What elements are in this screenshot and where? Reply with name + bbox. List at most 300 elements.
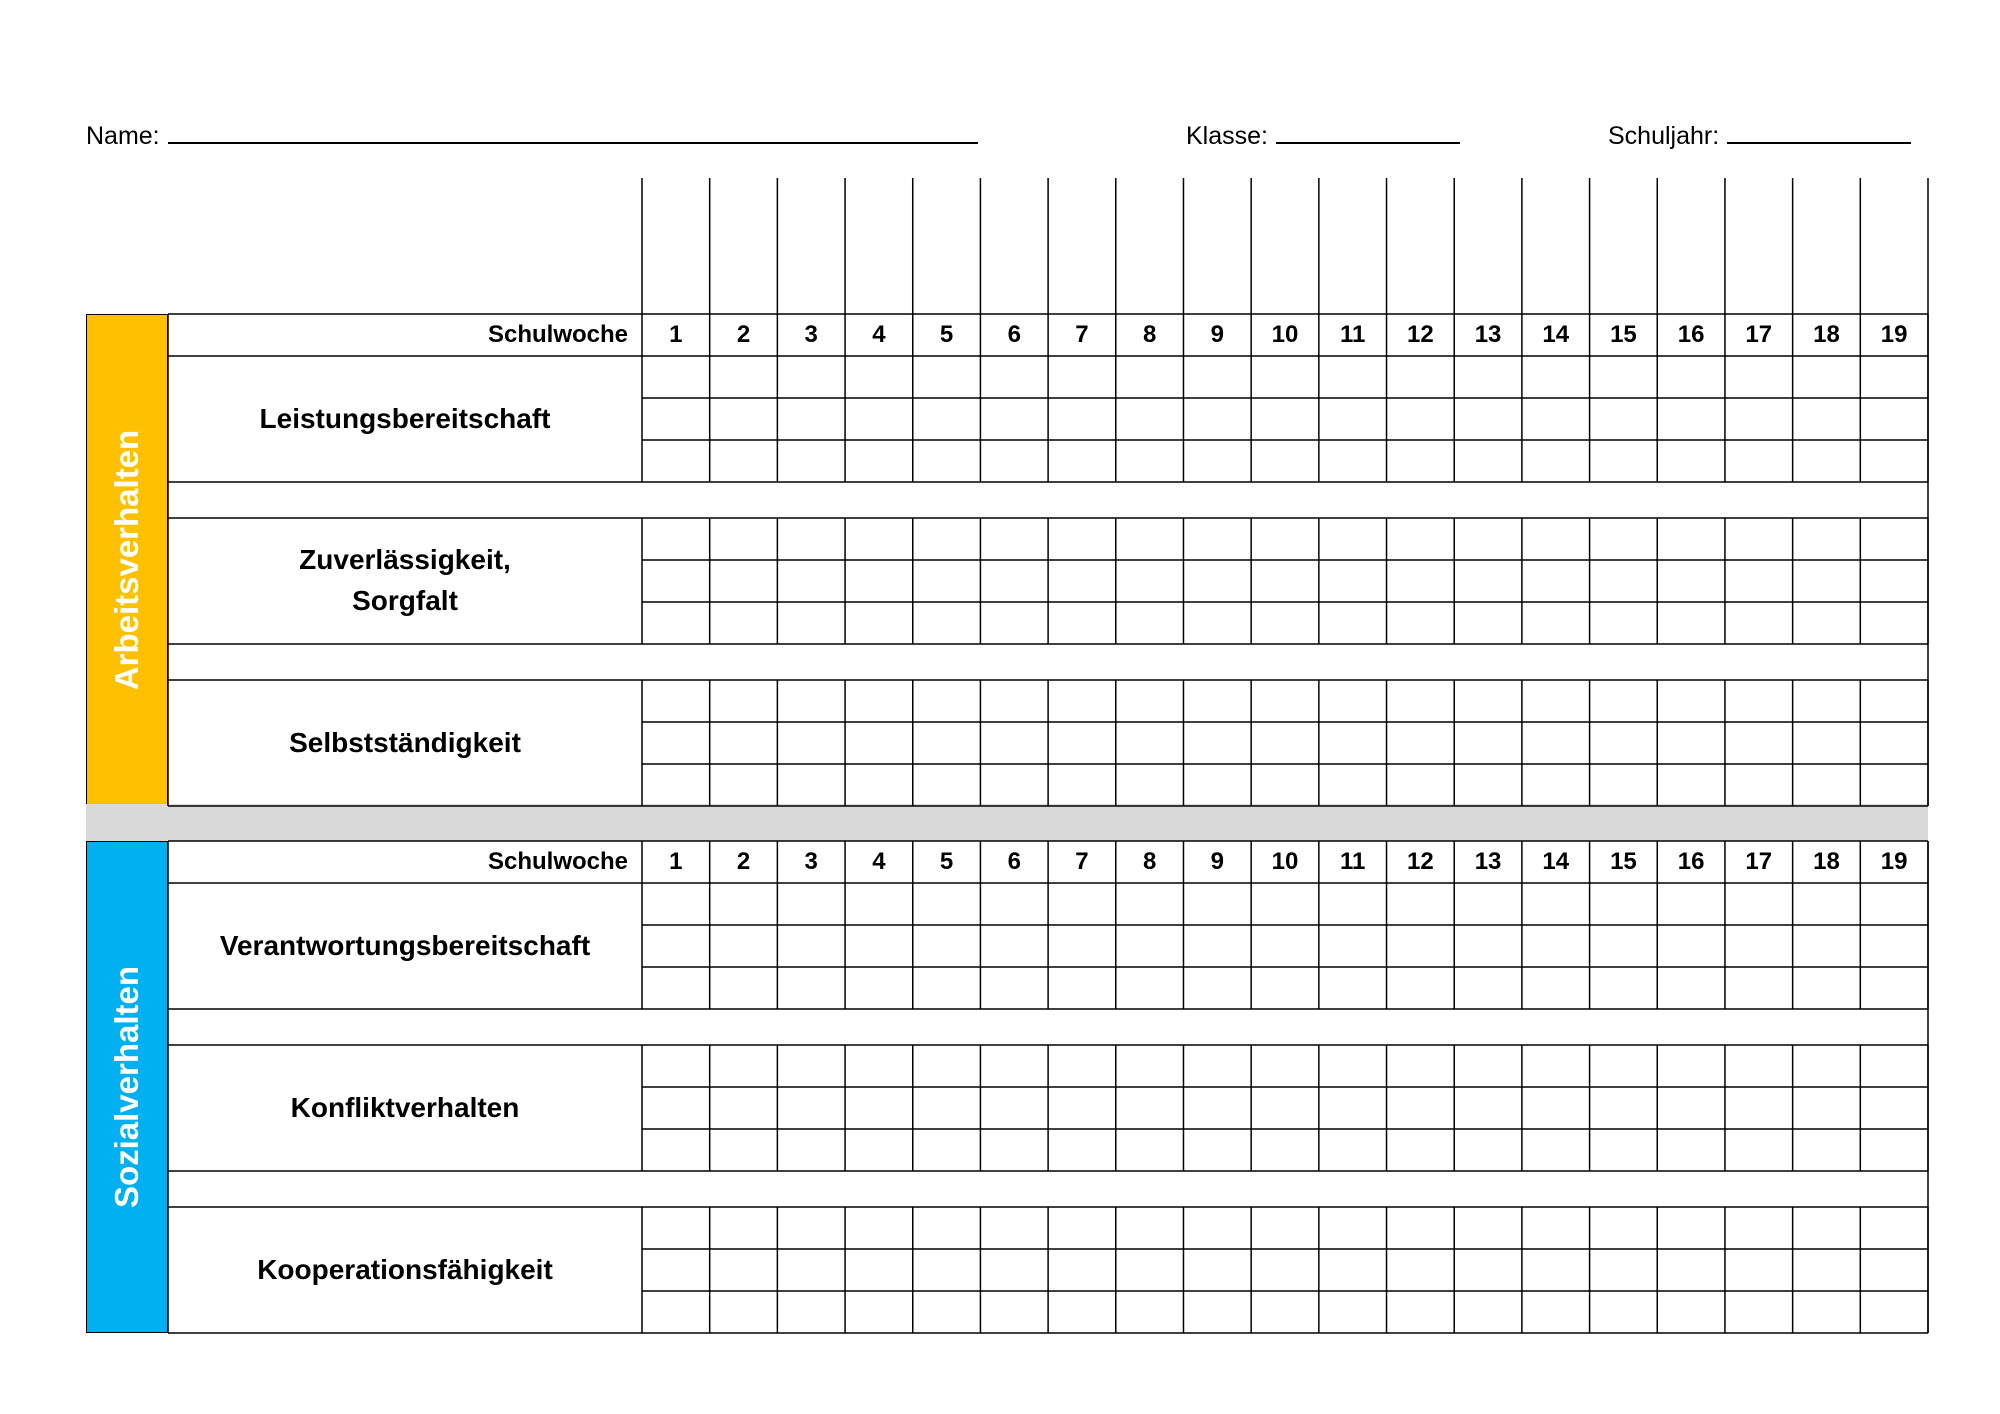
rating-cell[interactable] — [710, 967, 778, 1009]
rating-cell[interactable] — [913, 764, 981, 806]
rating-cell[interactable] — [642, 1087, 710, 1129]
rating-cell[interactable] — [1183, 518, 1251, 560]
rating-cell[interactable] — [980, 1045, 1048, 1087]
rating-cell[interactable] — [1590, 722, 1658, 764]
rating-cell[interactable] — [1048, 680, 1116, 722]
rating-cell[interactable] — [1048, 764, 1116, 806]
rating-cell[interactable] — [913, 1045, 981, 1087]
rating-cell[interactable] — [1251, 440, 1319, 482]
rating-cell[interactable] — [1860, 967, 1928, 1009]
rating-cell[interactable] — [1522, 722, 1590, 764]
rating-cell[interactable] — [1522, 398, 1590, 440]
rating-cell[interactable] — [1319, 518, 1387, 560]
rating-cell[interactable] — [1183, 1249, 1251, 1291]
rating-cell[interactable] — [1454, 1087, 1522, 1129]
rating-cell[interactable] — [980, 925, 1048, 967]
rating-cell[interactable] — [1251, 1087, 1319, 1129]
rating-cell[interactable] — [1860, 1249, 1928, 1291]
rating-cell[interactable] — [1657, 560, 1725, 602]
rating-cell[interactable] — [1590, 518, 1658, 560]
rating-cell[interactable] — [1657, 967, 1725, 1009]
klasse-field[interactable] — [1186, 118, 1460, 151]
rating-cell[interactable] — [1522, 440, 1590, 482]
rating-cell[interactable] — [642, 764, 710, 806]
rating-cell[interactable] — [642, 1207, 710, 1249]
name-blank-line[interactable] — [168, 118, 978, 144]
rating-cell[interactable] — [1522, 356, 1590, 398]
rating-cell[interactable] — [1116, 1129, 1184, 1171]
rating-cell[interactable] — [1590, 1129, 1658, 1171]
rating-cell[interactable] — [710, 356, 778, 398]
rating-cell[interactable] — [1522, 1045, 1590, 1087]
rating-cell[interactable] — [1319, 925, 1387, 967]
rating-cell[interactable] — [845, 398, 913, 440]
rating-cell[interactable] — [1860, 1087, 1928, 1129]
rating-cell[interactable] — [1387, 1291, 1455, 1333]
rating-cell[interactable] — [642, 680, 710, 722]
rating-cell[interactable] — [1251, 883, 1319, 925]
rating-cell[interactable] — [1793, 1129, 1861, 1171]
rating-cell[interactable] — [913, 722, 981, 764]
rating-cell[interactable] — [1387, 518, 1455, 560]
rating-cell[interactable] — [1183, 602, 1251, 644]
rating-cell[interactable] — [980, 560, 1048, 602]
rating-cell[interactable] — [1657, 602, 1725, 644]
rating-cell[interactable] — [1319, 398, 1387, 440]
rating-cell[interactable] — [1590, 1045, 1658, 1087]
rating-cell[interactable] — [1319, 967, 1387, 1009]
rating-cell[interactable] — [845, 680, 913, 722]
rating-cell[interactable] — [710, 680, 778, 722]
rating-cell[interactable] — [845, 764, 913, 806]
rating-cell[interactable] — [1522, 1249, 1590, 1291]
rating-cell[interactable] — [1725, 764, 1793, 806]
rating-cell[interactable] — [1522, 518, 1590, 560]
rating-cell[interactable] — [1183, 722, 1251, 764]
rating-cell[interactable] — [1048, 1207, 1116, 1249]
rating-cell[interactable] — [1387, 883, 1455, 925]
rating-cell[interactable] — [1590, 1087, 1658, 1129]
rating-cell[interactable] — [710, 1045, 778, 1087]
rating-cell[interactable] — [1116, 1249, 1184, 1291]
rating-cell[interactable] — [710, 440, 778, 482]
rating-cell[interactable] — [1793, 518, 1861, 560]
rating-cell[interactable] — [1590, 440, 1658, 482]
rating-cell[interactable] — [1183, 680, 1251, 722]
rating-cell[interactable] — [913, 967, 981, 1009]
rating-cell[interactable] — [1116, 356, 1184, 398]
rating-cell[interactable] — [1251, 680, 1319, 722]
rating-cell[interactable] — [1522, 1291, 1590, 1333]
rating-cell[interactable] — [1522, 1207, 1590, 1249]
rating-cell[interactable] — [980, 1207, 1048, 1249]
rating-cell[interactable] — [1793, 883, 1861, 925]
rating-cell[interactable] — [642, 1129, 710, 1171]
rating-cell[interactable] — [1387, 398, 1455, 440]
rating-cell[interactable] — [642, 967, 710, 1009]
rating-cell[interactable] — [1793, 1087, 1861, 1129]
rating-cell[interactable] — [845, 1207, 913, 1249]
rating-cell[interactable] — [1793, 1291, 1861, 1333]
rating-cell[interactable] — [1725, 1087, 1793, 1129]
rating-cell[interactable] — [1860, 925, 1928, 967]
rating-cell[interactable] — [710, 1207, 778, 1249]
rating-cell[interactable] — [1657, 1249, 1725, 1291]
rating-cell[interactable] — [1319, 1207, 1387, 1249]
rating-cell[interactable] — [1522, 602, 1590, 644]
rating-cell[interactable] — [710, 1249, 778, 1291]
rating-cell[interactable] — [1183, 764, 1251, 806]
rating-cell[interactable] — [1590, 925, 1658, 967]
rating-cell[interactable] — [1793, 1207, 1861, 1249]
rating-cell[interactable] — [980, 967, 1048, 1009]
rating-cell[interactable] — [913, 1207, 981, 1249]
rating-cell[interactable] — [1860, 602, 1928, 644]
rating-cell[interactable] — [1657, 1207, 1725, 1249]
rating-cell[interactable] — [710, 1087, 778, 1129]
rating-cell[interactable] — [1725, 398, 1793, 440]
rating-cell[interactable] — [777, 1045, 845, 1087]
rating-cell[interactable] — [1860, 764, 1928, 806]
name-field[interactable] — [86, 118, 978, 151]
rating-cell[interactable] — [1048, 722, 1116, 764]
rating-cell[interactable] — [1454, 967, 1522, 1009]
rating-cell[interactable] — [1183, 1087, 1251, 1129]
rating-cell[interactable] — [1251, 1045, 1319, 1087]
rating-cell[interactable] — [1454, 1045, 1522, 1087]
rating-cell[interactable] — [1319, 680, 1387, 722]
rating-cell[interactable] — [1387, 440, 1455, 482]
schuljahr-blank-line[interactable] — [1727, 118, 1911, 144]
rating-cell[interactable] — [1454, 680, 1522, 722]
rating-cell[interactable] — [1048, 967, 1116, 1009]
rating-cell[interactable] — [1657, 1045, 1725, 1087]
rating-cell[interactable] — [1793, 440, 1861, 482]
schuljahr-field[interactable] — [1608, 118, 1911, 151]
rating-cell[interactable] — [1183, 356, 1251, 398]
rating-cell[interactable] — [1319, 1129, 1387, 1171]
rating-cell[interactable] — [1454, 440, 1522, 482]
rating-cell[interactable] — [1793, 1249, 1861, 1291]
rating-cell[interactable] — [642, 883, 710, 925]
rating-cell[interactable] — [1725, 518, 1793, 560]
rating-cell[interactable] — [1116, 1291, 1184, 1333]
rating-cell[interactable] — [845, 602, 913, 644]
rating-cell[interactable] — [1251, 1291, 1319, 1333]
rating-cell[interactable] — [980, 722, 1048, 764]
rating-cell[interactable] — [1251, 602, 1319, 644]
rating-cell[interactable] — [1454, 1249, 1522, 1291]
rating-cell[interactable] — [913, 1129, 981, 1171]
rating-cell[interactable] — [1522, 560, 1590, 602]
rating-cell[interactable] — [845, 883, 913, 925]
rating-cell[interactable] — [710, 764, 778, 806]
rating-cell[interactable] — [1657, 518, 1725, 560]
rating-cell[interactable] — [1116, 764, 1184, 806]
rating-cell[interactable] — [1251, 518, 1319, 560]
rating-cell[interactable] — [1860, 1207, 1928, 1249]
rating-cell[interactable] — [642, 356, 710, 398]
rating-cell[interactable] — [1319, 602, 1387, 644]
rating-cell[interactable] — [777, 602, 845, 644]
rating-cell[interactable] — [1657, 1087, 1725, 1129]
rating-cell[interactable] — [1387, 1045, 1455, 1087]
rating-cell[interactable] — [1793, 722, 1861, 764]
rating-cell[interactable] — [1725, 1207, 1793, 1249]
rating-cell[interactable] — [1860, 1291, 1928, 1333]
rating-cell[interactable] — [1183, 1207, 1251, 1249]
rating-cell[interactable] — [980, 1291, 1048, 1333]
rating-cell[interactable] — [1793, 356, 1861, 398]
rating-cell[interactable] — [1590, 560, 1658, 602]
rating-cell[interactable] — [710, 560, 778, 602]
rating-cell[interactable] — [1116, 925, 1184, 967]
rating-cell[interactable] — [1657, 440, 1725, 482]
rating-cell[interactable] — [777, 925, 845, 967]
rating-cell[interactable] — [1590, 602, 1658, 644]
rating-cell[interactable] — [1590, 967, 1658, 1009]
rating-cell[interactable] — [777, 680, 845, 722]
rating-cell[interactable] — [1048, 440, 1116, 482]
rating-cell[interactable] — [777, 1291, 845, 1333]
rating-cell[interactable] — [1590, 764, 1658, 806]
rating-cell[interactable] — [1454, 764, 1522, 806]
rating-cell[interactable] — [1251, 560, 1319, 602]
rating-cell[interactable] — [1183, 967, 1251, 1009]
rating-cell[interactable] — [1387, 1249, 1455, 1291]
rating-cell[interactable] — [980, 1087, 1048, 1129]
rating-cell[interactable] — [642, 560, 710, 602]
rating-cell[interactable] — [913, 560, 981, 602]
rating-cell[interactable] — [1116, 560, 1184, 602]
rating-cell[interactable] — [1183, 1129, 1251, 1171]
rating-cell[interactable] — [1387, 925, 1455, 967]
rating-cell[interactable] — [913, 680, 981, 722]
rating-cell[interactable] — [1793, 602, 1861, 644]
rating-cell[interactable] — [710, 1291, 778, 1333]
rating-cell[interactable] — [845, 560, 913, 602]
rating-cell[interactable] — [1725, 1129, 1793, 1171]
rating-cell[interactable] — [1590, 1207, 1658, 1249]
rating-cell[interactable] — [1319, 1045, 1387, 1087]
rating-cell[interactable] — [1725, 1045, 1793, 1087]
rating-cell[interactable] — [1387, 722, 1455, 764]
rating-cell[interactable] — [1522, 764, 1590, 806]
rating-cell[interactable] — [777, 356, 845, 398]
rating-cell[interactable] — [980, 602, 1048, 644]
rating-cell[interactable] — [1048, 1087, 1116, 1129]
rating-cell[interactable] — [1793, 680, 1861, 722]
rating-cell[interactable] — [1048, 560, 1116, 602]
rating-cell[interactable] — [1793, 560, 1861, 602]
rating-cell[interactable] — [1251, 1129, 1319, 1171]
rating-cell[interactable] — [1657, 764, 1725, 806]
rating-cell[interactable] — [710, 398, 778, 440]
rating-cell[interactable] — [1590, 356, 1658, 398]
rating-cell[interactable] — [1454, 1291, 1522, 1333]
rating-cell[interactable] — [1725, 602, 1793, 644]
rating-cell[interactable] — [777, 722, 845, 764]
rating-cell[interactable] — [1116, 967, 1184, 1009]
rating-cell[interactable] — [845, 1129, 913, 1171]
rating-cell[interactable] — [710, 602, 778, 644]
rating-cell[interactable] — [1251, 722, 1319, 764]
rating-cell[interactable] — [1860, 398, 1928, 440]
rating-cell[interactable] — [1454, 560, 1522, 602]
rating-cell[interactable] — [845, 356, 913, 398]
rating-cell[interactable] — [1251, 764, 1319, 806]
rating-cell[interactable] — [1860, 518, 1928, 560]
rating-cell[interactable] — [913, 883, 981, 925]
rating-cell[interactable] — [1048, 1129, 1116, 1171]
rating-cell[interactable] — [1048, 1045, 1116, 1087]
rating-cell[interactable] — [845, 1291, 913, 1333]
rating-cell[interactable] — [1725, 680, 1793, 722]
rating-cell[interactable] — [1657, 883, 1725, 925]
rating-cell[interactable] — [1860, 356, 1928, 398]
rating-cell[interactable] — [1387, 764, 1455, 806]
rating-cell[interactable] — [1657, 398, 1725, 440]
rating-cell[interactable] — [1454, 518, 1522, 560]
rating-cell[interactable] — [1183, 560, 1251, 602]
rating-cell[interactable] — [710, 925, 778, 967]
rating-cell[interactable] — [845, 722, 913, 764]
rating-cell[interactable] — [1590, 398, 1658, 440]
rating-cell[interactable] — [1860, 680, 1928, 722]
rating-cell[interactable] — [1387, 356, 1455, 398]
rating-cell[interactable] — [1657, 680, 1725, 722]
rating-cell[interactable] — [1793, 764, 1861, 806]
rating-cell[interactable] — [1657, 356, 1725, 398]
rating-cell[interactable] — [1048, 883, 1116, 925]
rating-cell[interactable] — [1454, 398, 1522, 440]
rating-cell[interactable] — [1319, 356, 1387, 398]
rating-cell[interactable] — [1116, 1087, 1184, 1129]
rating-cell[interactable] — [1657, 1291, 1725, 1333]
rating-cell[interactable] — [1590, 680, 1658, 722]
rating-cell[interactable] — [980, 883, 1048, 925]
rating-cell[interactable] — [1387, 560, 1455, 602]
rating-cell[interactable] — [1657, 1129, 1725, 1171]
rating-cell[interactable] — [1319, 722, 1387, 764]
rating-cell[interactable] — [1860, 1129, 1928, 1171]
rating-cell[interactable] — [1183, 440, 1251, 482]
rating-cell[interactable] — [777, 967, 845, 1009]
rating-cell[interactable] — [913, 398, 981, 440]
rating-cell[interactable] — [1522, 680, 1590, 722]
rating-cell[interactable] — [1116, 1045, 1184, 1087]
rating-cell[interactable] — [1183, 1045, 1251, 1087]
rating-cell[interactable] — [777, 560, 845, 602]
rating-cell[interactable] — [1116, 518, 1184, 560]
rating-cell[interactable] — [980, 398, 1048, 440]
rating-cell[interactable] — [1251, 398, 1319, 440]
rating-cell[interactable] — [777, 440, 845, 482]
rating-cell[interactable] — [1319, 1291, 1387, 1333]
rating-cell[interactable] — [710, 722, 778, 764]
rating-cell[interactable] — [1793, 1045, 1861, 1087]
rating-cell[interactable] — [1116, 680, 1184, 722]
rating-cell[interactable] — [1116, 883, 1184, 925]
rating-cell[interactable] — [1048, 1249, 1116, 1291]
rating-cell[interactable] — [642, 518, 710, 560]
rating-cell[interactable] — [845, 518, 913, 560]
rating-cell[interactable] — [1725, 356, 1793, 398]
rating-cell[interactable] — [1454, 925, 1522, 967]
rating-cell[interactable] — [1116, 398, 1184, 440]
rating-cell[interactable] — [642, 1291, 710, 1333]
rating-cell[interactable] — [1048, 356, 1116, 398]
rating-cell[interactable] — [1657, 925, 1725, 967]
rating-cell[interactable] — [1319, 883, 1387, 925]
rating-cell[interactable] — [1860, 440, 1928, 482]
rating-cell[interactable] — [1860, 883, 1928, 925]
rating-cell[interactable] — [845, 967, 913, 1009]
rating-cell[interactable] — [1725, 1291, 1793, 1333]
rating-cell[interactable] — [1048, 925, 1116, 967]
rating-cell[interactable] — [1251, 1207, 1319, 1249]
rating-cell[interactable] — [1522, 1129, 1590, 1171]
rating-cell[interactable] — [980, 1249, 1048, 1291]
rating-cell[interactable] — [1860, 560, 1928, 602]
rating-cell[interactable] — [642, 925, 710, 967]
rating-cell[interactable] — [777, 1249, 845, 1291]
rating-cell[interactable] — [913, 925, 981, 967]
rating-cell[interactable] — [777, 883, 845, 925]
rating-cell[interactable] — [642, 1249, 710, 1291]
rating-cell[interactable] — [1590, 883, 1658, 925]
rating-cell[interactable] — [1387, 680, 1455, 722]
rating-cell[interactable] — [845, 925, 913, 967]
rating-cell[interactable] — [642, 1045, 710, 1087]
rating-cell[interactable] — [1048, 398, 1116, 440]
rating-cell[interactable] — [710, 883, 778, 925]
rating-cell[interactable] — [777, 1087, 845, 1129]
rating-cell[interactable] — [913, 1249, 981, 1291]
rating-cell[interactable] — [1048, 602, 1116, 644]
rating-cell[interactable] — [1251, 967, 1319, 1009]
rating-cell[interactable] — [1183, 883, 1251, 925]
rating-cell[interactable] — [845, 440, 913, 482]
rating-cell[interactable] — [1522, 925, 1590, 967]
rating-cell[interactable] — [980, 440, 1048, 482]
rating-cell[interactable] — [1116, 1207, 1184, 1249]
rating-cell[interactable] — [1183, 925, 1251, 967]
rating-cell[interactable] — [1116, 602, 1184, 644]
rating-cell[interactable] — [1454, 602, 1522, 644]
rating-cell[interactable] — [1454, 722, 1522, 764]
rating-cell[interactable] — [980, 1129, 1048, 1171]
rating-cell[interactable] — [777, 518, 845, 560]
rating-cell[interactable] — [1860, 722, 1928, 764]
rating-cell[interactable] — [1522, 1087, 1590, 1129]
rating-cell[interactable] — [1048, 1291, 1116, 1333]
rating-cell[interactable] — [1657, 722, 1725, 764]
rating-cell[interactable] — [913, 440, 981, 482]
rating-cell[interactable] — [777, 764, 845, 806]
rating-cell[interactable] — [980, 680, 1048, 722]
rating-cell[interactable] — [1793, 967, 1861, 1009]
rating-cell[interactable] — [913, 602, 981, 644]
rating-cell[interactable] — [1387, 1087, 1455, 1129]
rating-cell[interactable] — [1387, 967, 1455, 1009]
rating-cell[interactable] — [845, 1249, 913, 1291]
rating-cell[interactable] — [642, 440, 710, 482]
rating-cell[interactable] — [1793, 398, 1861, 440]
rating-cell[interactable] — [777, 1129, 845, 1171]
rating-cell[interactable] — [1725, 1249, 1793, 1291]
rating-cell[interactable] — [1454, 883, 1522, 925]
